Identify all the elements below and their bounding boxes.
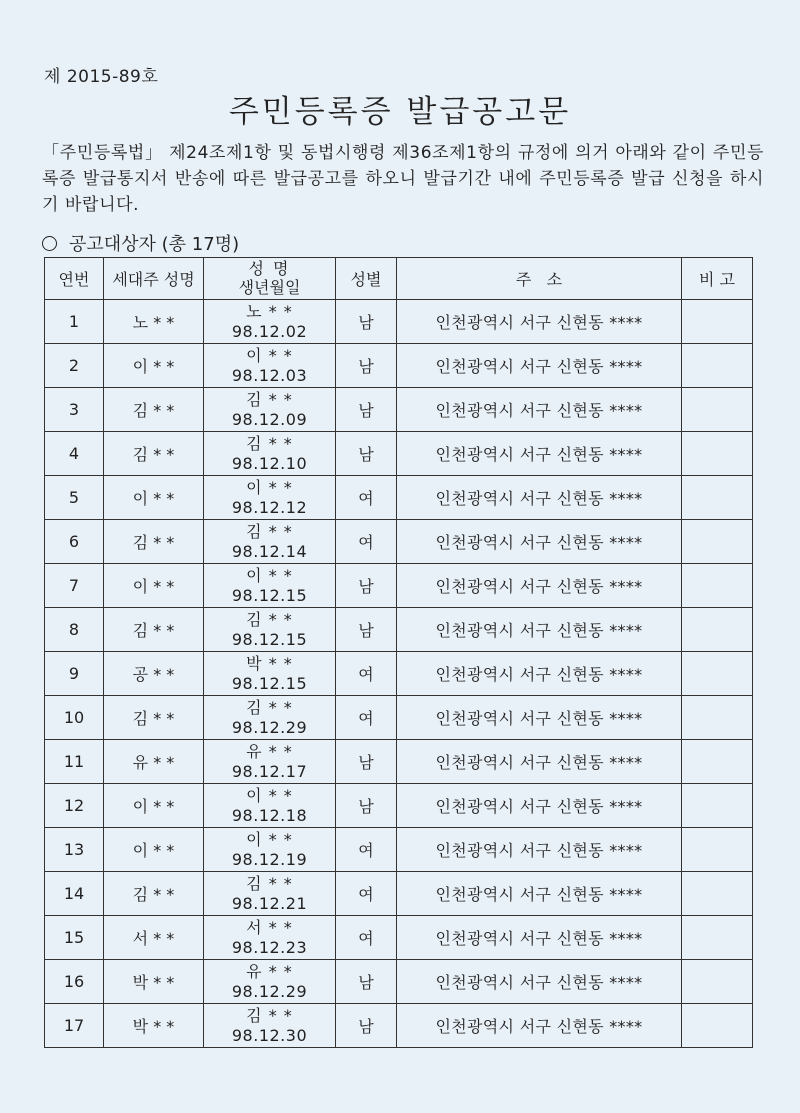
sex-cell: 여 — [336, 828, 397, 872]
sex-cell: 남 — [336, 784, 397, 828]
person-name: 이 * * — [246, 829, 293, 849]
birth-date: 98.12.23 — [231, 937, 308, 957]
birth-date: 98.12.15 — [231, 673, 308, 693]
householder-name: 이 * * — [104, 784, 204, 828]
table-row — [45, 828, 753, 872]
householder-name: 박 * * — [104, 1004, 204, 1048]
householder-name: 이 * * — [104, 344, 204, 388]
name-birth-cell — [204, 696, 336, 740]
person-name: 김 * * — [246, 873, 293, 893]
householder-name: 김 * * — [104, 608, 204, 652]
sex-cell: 남 — [336, 608, 397, 652]
address-cell: 인천광역시 서구 신현동 **** — [397, 960, 682, 1004]
householder-name: 유 * * — [104, 740, 204, 784]
householder-name: 박 * * — [104, 960, 204, 1004]
note-cell — [682, 652, 753, 696]
sex-cell: 남 — [336, 1004, 397, 1048]
sex-cell: 남 — [336, 960, 397, 1004]
name-birth-cell — [204, 828, 336, 872]
table-row — [45, 564, 753, 608]
name-birth-cell — [204, 388, 336, 432]
notice-paragraph: 「주민등록법」 제24조제1항 및 동법시행령 제36조제1항의 규정에 의거 아래와 같이 주민등록증 발급통지서 반송에 따른 발급공고를 하오니 발급기간 내에 주민등록증 발급 신청을 하시기 바랍니다. — [42, 143, 764, 215]
birth-date: 98.12.02 — [231, 321, 308, 341]
header-name: 성 명 — [248, 258, 291, 278]
address-cell: 인천광역시 서구 신현동 **** — [397, 432, 682, 476]
header-sex: 성별 — [336, 258, 397, 300]
sex-cell: 남 — [336, 740, 397, 784]
sex-cell: 여 — [336, 520, 397, 564]
sex-cell: 여 — [336, 916, 397, 960]
person-name: 이 * * — [246, 345, 293, 365]
name-birth-cell — [204, 652, 336, 696]
householder-name: 김 * * — [104, 388, 204, 432]
person-name: 유 * * — [246, 961, 293, 981]
name-birth-cell — [204, 300, 336, 344]
person-name: 김 * * — [246, 389, 293, 409]
birth-date: 98.12.09 — [231, 409, 308, 429]
birth-date: 98.12.21 — [231, 893, 308, 913]
name-birth-cell — [204, 476, 336, 520]
address-cell: 인천광역시 서구 신현동 **** — [397, 696, 682, 740]
name-birth-cell — [204, 520, 336, 564]
header-householder: 세대주 성명 — [104, 258, 204, 300]
name-birth-cell — [204, 1004, 336, 1048]
row-number: 17 — [45, 1004, 104, 1048]
person-name: 김 * * — [246, 521, 293, 541]
birth-date: 98.12.29 — [231, 981, 308, 1001]
person-name: 박 * * — [246, 653, 293, 673]
birth-date: 98.12.17 — [231, 761, 308, 781]
birth-date: 98.12.15 — [231, 585, 308, 605]
table-row — [45, 608, 753, 652]
table-row — [45, 432, 753, 476]
table-row — [45, 388, 753, 432]
householder-name: 노 * * — [104, 300, 204, 344]
table-row — [45, 916, 753, 960]
birth-date: 98.12.03 — [231, 365, 308, 385]
table-row — [45, 784, 753, 828]
table-row — [45, 300, 753, 344]
table-body — [45, 300, 753, 1048]
circle-bullet-icon — [42, 236, 57, 251]
note-cell — [682, 564, 753, 608]
note-cell — [682, 476, 753, 520]
note-cell — [682, 784, 753, 828]
section-heading — [42, 230, 239, 256]
name-birth-cell — [204, 916, 336, 960]
householder-name: 김 * * — [104, 696, 204, 740]
name-birth-cell — [204, 784, 336, 828]
note-cell — [682, 432, 753, 476]
address-cell: 인천광역시 서구 신현동 **** — [397, 828, 682, 872]
sex-cell: 여 — [336, 652, 397, 696]
address-cell: 인천광역시 서구 신현동 **** — [397, 520, 682, 564]
person-name: 김 * * — [246, 697, 293, 717]
name-birth-cell — [204, 872, 336, 916]
householder-name: 김 * * — [104, 432, 204, 476]
table-row — [45, 476, 753, 520]
sex-cell: 여 — [336, 696, 397, 740]
table-row — [45, 1004, 753, 1048]
householder-name: 공 * * — [104, 652, 204, 696]
address-cell: 인천광역시 서구 신현동 **** — [397, 1004, 682, 1048]
row-number: 9 — [45, 652, 104, 696]
header-address: 주 소 — [397, 258, 682, 300]
note-cell — [682, 608, 753, 652]
table-row — [45, 344, 753, 388]
row-number: 3 — [45, 388, 104, 432]
section-title: 공고대상자 (총 17명) — [69, 234, 240, 255]
document-number: 제 2015-89호 — [44, 67, 159, 87]
row-number: 16 — [45, 960, 104, 1004]
householder-name: 김 * * — [104, 520, 204, 564]
table-row — [45, 740, 753, 784]
note-cell — [682, 1004, 753, 1048]
row-number: 4 — [45, 432, 104, 476]
table-row — [45, 960, 753, 1004]
name-birth-cell — [204, 432, 336, 476]
recipient-table — [44, 257, 753, 1048]
person-name: 노 * * — [246, 301, 293, 321]
row-number: 7 — [45, 564, 104, 608]
person-name: 서 * * — [246, 917, 293, 937]
address-cell: 인천광역시 서구 신현동 **** — [397, 652, 682, 696]
table-row — [45, 652, 753, 696]
address-cell: 인천광역시 서구 신현동 **** — [397, 564, 682, 608]
row-number: 1 — [45, 300, 104, 344]
householder-name: 김 * * — [104, 872, 204, 916]
note-cell — [682, 300, 753, 344]
row-number: 15 — [45, 916, 104, 960]
sex-cell: 남 — [336, 564, 397, 608]
address-cell: 인천광역시 서구 신현동 **** — [397, 300, 682, 344]
address-cell: 인천광역시 서구 신현동 **** — [397, 872, 682, 916]
sex-cell: 여 — [336, 476, 397, 520]
address-cell: 인천광역시 서구 신현동 **** — [397, 784, 682, 828]
householder-name: 이 * * — [104, 828, 204, 872]
header-note: 비 고 — [682, 258, 753, 300]
note-cell — [682, 916, 753, 960]
address-cell: 인천광역시 서구 신현동 **** — [397, 388, 682, 432]
row-number: 10 — [45, 696, 104, 740]
householder-name: 이 * * — [104, 564, 204, 608]
birth-date: 98.12.19 — [231, 849, 308, 869]
table-row — [45, 520, 753, 564]
birth-date: 98.12.29 — [231, 717, 308, 737]
page-title: 주민등록증 발급공고문 — [228, 94, 572, 130]
address-cell: 인천광역시 서구 신현동 **** — [397, 608, 682, 652]
row-number: 5 — [45, 476, 104, 520]
note-cell — [682, 696, 753, 740]
birth-date: 98.12.10 — [231, 453, 308, 473]
address-cell: 인천광역시 서구 신현동 **** — [397, 740, 682, 784]
person-name: 이 * * — [246, 785, 293, 805]
note-cell — [682, 960, 753, 1004]
person-name: 유 * * — [246, 741, 293, 761]
note-cell — [682, 828, 753, 872]
birth-date: 98.12.14 — [231, 541, 308, 561]
birth-date: 98.12.30 — [231, 1025, 308, 1045]
sex-cell: 남 — [336, 300, 397, 344]
person-name: 김 * * — [246, 1005, 293, 1025]
table-row — [45, 696, 753, 740]
header-birth: 생년월일 — [238, 277, 301, 297]
row-number: 8 — [45, 608, 104, 652]
header-no: 연번 — [45, 258, 104, 300]
name-birth-cell — [204, 344, 336, 388]
note-cell — [682, 388, 753, 432]
note-cell — [682, 344, 753, 388]
address-cell: 인천광역시 서구 신현동 **** — [397, 916, 682, 960]
householder-name: 서 * * — [104, 916, 204, 960]
table-header-row — [45, 258, 753, 300]
table-row — [45, 872, 753, 916]
sex-cell: 남 — [336, 344, 397, 388]
name-birth-cell — [204, 608, 336, 652]
sex-cell: 여 — [336, 872, 397, 916]
note-cell — [682, 872, 753, 916]
row-number: 14 — [45, 872, 104, 916]
name-birth-cell — [204, 960, 336, 1004]
row-number: 2 — [45, 344, 104, 388]
sex-cell: 남 — [336, 388, 397, 432]
note-cell — [682, 520, 753, 564]
sex-cell: 남 — [336, 432, 397, 476]
birth-date: 98.12.15 — [231, 629, 308, 649]
person-name: 이 * * — [246, 477, 293, 497]
row-number: 11 — [45, 740, 104, 784]
person-name: 이 * * — [246, 565, 293, 585]
address-cell: 인천광역시 서구 신현동 **** — [397, 476, 682, 520]
birth-date: 98.12.12 — [231, 497, 308, 517]
name-birth-cell — [204, 740, 336, 784]
header-name-birth — [204, 258, 336, 300]
row-number: 12 — [45, 784, 104, 828]
address-cell: 인천광역시 서구 신현동 **** — [397, 344, 682, 388]
note-cell — [682, 740, 753, 784]
row-number: 13 — [45, 828, 104, 872]
name-birth-cell — [204, 564, 336, 608]
birth-date: 98.12.18 — [231, 805, 308, 825]
row-number: 6 — [45, 520, 104, 564]
householder-name: 이 * * — [104, 476, 204, 520]
person-name: 김 * * — [246, 609, 293, 629]
person-name: 김 * * — [246, 433, 293, 453]
